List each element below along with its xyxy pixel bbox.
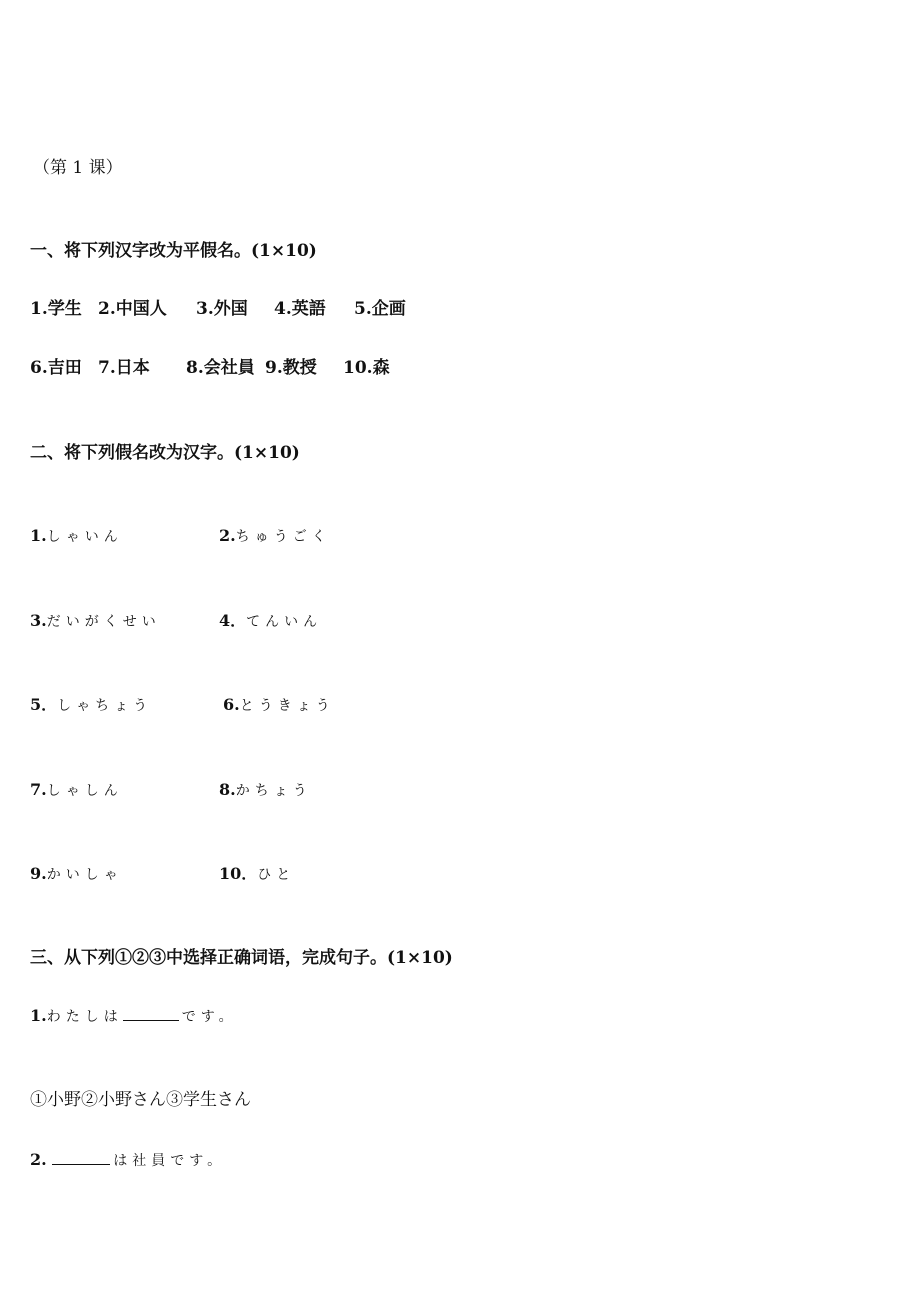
kana-item-3-text: だいがくせい — [46, 614, 161, 630]
kana-item-4-text: てんいん — [246, 614, 323, 630]
kanji-item-10: 10.森 — [343, 358, 390, 378]
kanji-item-7: 7.日本 — [98, 358, 150, 378]
section-3-heading: 三、从下列①②③中选择正确词语，完成句子。(1×10) — [30, 948, 453, 968]
question-1-before: わたしは — [46, 1009, 123, 1025]
kanji-item-9: 9.教授 — [265, 358, 317, 378]
kana-item-5-text: しゃちょう — [57, 698, 153, 714]
section-1-heading: 一、将下列汉字改为平假名。(1×10) — [30, 241, 317, 261]
kana-item-8 — [219, 782, 312, 798]
question-1 — [30, 1008, 238, 1024]
question-1-blank — [123, 1020, 179, 1021]
kana-item-6-number: 6. — [223, 695, 240, 714]
kana-item-6 — [223, 697, 335, 713]
lesson-title: （第 1 课） — [33, 158, 123, 178]
question-1-number: 1. — [30, 1006, 47, 1025]
kanji-item-8: 8.会社員 — [186, 358, 255, 378]
kanji-item-3: 3.外国 — [196, 299, 248, 319]
question-2-blank — [52, 1164, 110, 1165]
kana-item-1 — [30, 528, 123, 544]
question-2-after: は社員です。 — [113, 1153, 227, 1169]
kana-item-10-text: ひと — [257, 867, 296, 883]
kana-item-7 — [30, 782, 123, 798]
kana-item-4-number: 4． — [219, 611, 247, 630]
kanji-item-2: 2.中国人 — [98, 299, 167, 319]
kanji-item-6: 6.吉田 — [30, 358, 82, 378]
kana-item-10-number: 10． — [219, 864, 258, 883]
kana-item-1-number: 1. — [30, 526, 47, 545]
kana-item-3 — [30, 613, 161, 629]
kana-item-1-text: しゃいん — [46, 529, 123, 545]
kanji-item-5: 5.企画 — [354, 299, 406, 319]
kana-item-5 — [30, 697, 152, 713]
kanji-item-4: 4.英語 — [274, 299, 326, 319]
kana-item-9-number: 9. — [30, 864, 47, 883]
kana-item-5-number: 5． — [30, 695, 58, 714]
kana-item-7-number: 7. — [30, 780, 47, 799]
kana-item-8-text: かちょう — [235, 783, 312, 799]
kana-item-10 — [219, 866, 295, 882]
kana-item-9-text: かいしゃ — [46, 867, 123, 883]
question-2-number: 2. — [30, 1150, 53, 1169]
section-2-heading: 二、将下列假名改为汉字。(1×10) — [30, 443, 300, 463]
kana-item-9 — [30, 866, 123, 882]
kana-item-3-number: 3. — [30, 611, 47, 630]
kana-item-6-text: とうきょう — [239, 698, 335, 714]
kana-item-2-text: ちゅうごく — [235, 529, 331, 545]
kana-item-4 — [219, 613, 322, 629]
kana-item-8-number: 8. — [219, 780, 236, 799]
question-2 — [30, 1152, 226, 1168]
kana-item-2 — [219, 528, 331, 544]
kana-item-2-number: 2. — [219, 526, 236, 545]
kana-item-7-text: しゃしん — [46, 783, 123, 799]
question-1-after: です。 — [181, 1009, 238, 1025]
answer-options: ①小野②小野さん③学生さん — [30, 1090, 251, 1110]
kanji-item-1: 1.学生 — [30, 299, 82, 319]
